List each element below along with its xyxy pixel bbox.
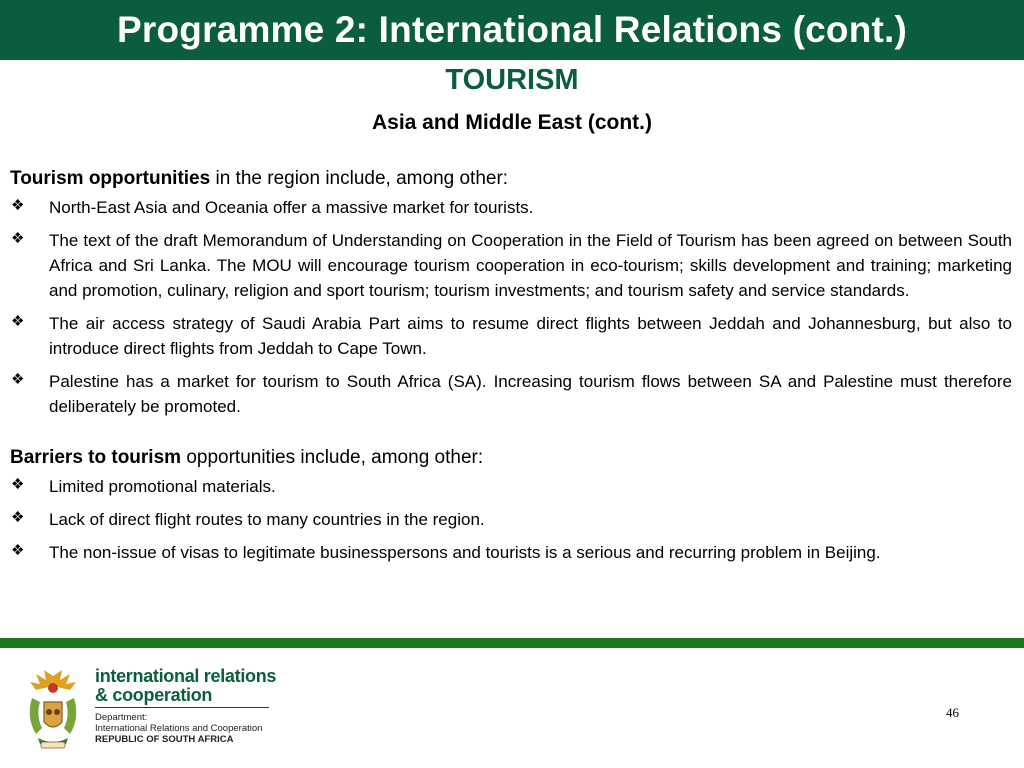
list-item xyxy=(10,540,1012,565)
brand-underline xyxy=(95,707,269,708)
slide-content xyxy=(10,166,1012,573)
diamond-bullet-icon: ❖ xyxy=(11,542,25,559)
barriers-lead xyxy=(10,445,1012,471)
department-name: International Relations and Cooperation xyxy=(95,723,263,734)
barriers-list xyxy=(10,474,1012,565)
diamond-bullet-icon: ❖ xyxy=(11,476,25,493)
opportunities-lead-bold: Tourism opportunities xyxy=(10,168,211,189)
coat-of-arms-logo-icon xyxy=(22,668,84,752)
list-item-text: North-East Asia and Oceania offer a massive market for tourists. xyxy=(49,198,534,217)
opportunities-list xyxy=(10,195,1012,419)
list-item-text: The text of the draft Memorandum of Understanding on Cooperation in the Field of Tourism has been agreed on between South Africa and Sri Lanka. The MOU will encourage tourism cooperation in eco-tourism; skills development and training; marketing and promotion, culinary, religion and sport tourism; tourism investments; and tourism safety and service standards. xyxy=(49,231,1012,300)
list-item xyxy=(10,369,1012,419)
diamond-bullet-icon: ❖ xyxy=(11,313,25,330)
diamond-bullet-icon: ❖ xyxy=(11,371,25,388)
title-bar xyxy=(0,0,1024,60)
diamond-bullet-icon: ❖ xyxy=(11,230,25,247)
list-item-text: The non-issue of visas to legitimate businesspersons and tourists is a serious and recurring problem in Beijing. xyxy=(49,543,881,562)
list-item xyxy=(10,474,1012,499)
page-title: Programme 2: International Relations (cont.) xyxy=(116,9,908,50)
brand-name xyxy=(95,667,276,705)
subtitle: Asia and Middle East (cont.) xyxy=(371,111,653,134)
spacer xyxy=(10,427,1012,445)
brand-line-2: & cooperation xyxy=(95,685,213,705)
opportunities-lead-rest: in the region include, among other: xyxy=(210,168,509,189)
department-label: Department: xyxy=(95,712,148,723)
list-item-text: The air access strategy of Saudi Arabia Part aims to resume direct flights between Jeddah and Johannesburg, but also to introduce direct flights from Jeddah to Cape Town. xyxy=(49,314,1012,358)
country-name: REPUBLIC OF SOUTH AFRICA xyxy=(95,734,234,745)
section-title: TOURISM xyxy=(445,64,579,96)
list-item-text: Palestine has a market for tourism to South Africa (SA). Increasing tourism flows between SA and Palestine must therefore deliberately be promoted. xyxy=(49,372,1012,416)
barriers-lead-rest: opportunities include, among other: xyxy=(181,447,484,468)
department-info xyxy=(95,712,262,745)
footer-divider xyxy=(0,638,1024,648)
list-item-text: Lack of direct flight routes to many countries in the region. xyxy=(49,510,485,529)
barriers-lead-bold: Barriers to tourism xyxy=(10,447,182,468)
brand-line-1: international relations xyxy=(95,666,277,686)
page-number: 46 xyxy=(946,705,959,720)
list-item xyxy=(10,311,1012,361)
list-item xyxy=(10,195,1012,220)
opportunities-lead xyxy=(10,166,1012,192)
list-item xyxy=(10,228,1012,303)
diamond-bullet-icon: ❖ xyxy=(11,197,25,214)
list-item xyxy=(10,507,1012,532)
list-item-text: Limited promotional materials. xyxy=(49,477,276,496)
diamond-bullet-icon: ❖ xyxy=(11,509,25,526)
